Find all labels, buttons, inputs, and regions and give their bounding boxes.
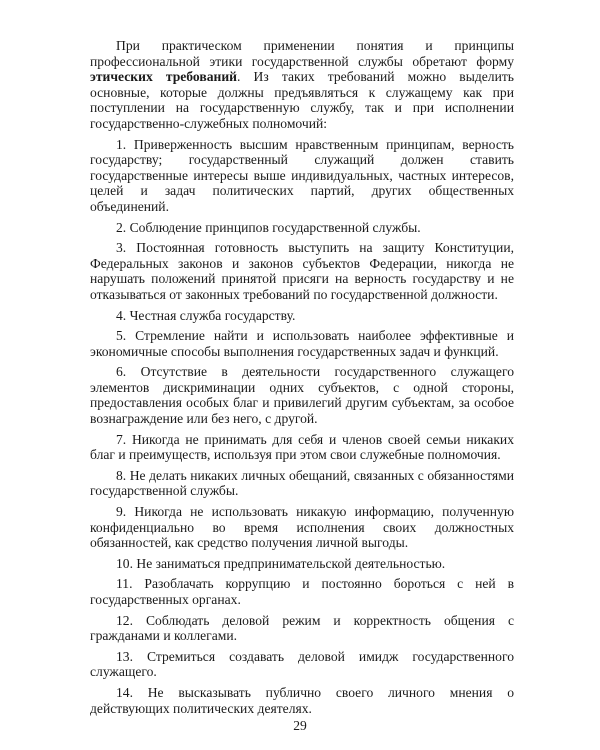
intro-text-start: При практическом применении понятия и принципы профессиональной этики государственной службы обретают форму bbox=[90, 38, 514, 69]
requirement-item-11: 11. Разоблачать коррупцию и постоянно бороться с ней в государственных органах. bbox=[90, 576, 514, 607]
requirement-item-2: 2. Соблюдение принципов государственной службы. bbox=[116, 219, 421, 235]
requirement-item-13: 13. Стремиться создавать деловой имидж государственного служащего. bbox=[90, 648, 514, 680]
requirement-item-5: 5. Стремление найти и использовать наиболее эффективные и экономичные способы выполнения государственных задач и функций. bbox=[90, 328, 514, 359]
requirement-item-6: 6. Отсутствие в деятельности государственного служащего элементов дискриминации одних субъектов, с одной стороны, предоставления особых благ и привилегий другим субъектам, за особое вознаграждение или без него, с другой. bbox=[90, 364, 514, 427]
intro-text-end: . Из таких требований можно выделить основные, которые должны предъявляться к служащему как при поступлении на государственную службу, так и при исполнении государственно-служебных полномочий: bbox=[90, 69, 514, 131]
intro-emphasis: этических требований bbox=[90, 69, 238, 85]
requirement-item-3: 3. Постоянная готовность выступить на защиту Конституции, Федеральных законов и законов субъектов Федерации, никогда не нарушать положений принятой присяги на верность государству и не отказываться от законных требований по государственной должности. bbox=[90, 240, 514, 302]
requirement-item-14: 14. Не высказывать публично своего личного мнения о действующих политических деятелях. bbox=[90, 684, 514, 716]
page-number: 29 bbox=[293, 718, 307, 733]
requirement-item-4: 4. Честная служба государству. bbox=[116, 307, 296, 323]
requirement-item-7: 7. Никогда не принимать для себя и членов своей семьи никаких благ и преимуществ, используя при этом свои служебные полномочия. bbox=[90, 431, 514, 463]
intro-paragraph bbox=[90, 38, 514, 132]
requirement-item-8: 8. Не делать никаких личных обещаний, связанных с обязанностями государственной службы. bbox=[90, 467, 514, 499]
requirement-item-1: 1. Приверженность высшим нравственным принципам, верность государству; государственный служащий должен ставить государственные интересы выше индивидуальных, частных интересов, целей и задач политических партий, других общественных объединений. bbox=[90, 136, 514, 214]
requirement-item-10: 10. Не заниматься предпринимательской деятельностью. bbox=[116, 555, 446, 571]
requirement-item-12: 12. Соблюдать деловой режим и корректность общения с гражданами и коллегами. bbox=[90, 612, 514, 644]
requirement-item-9: 9. Никогда не использовать никакую информацию, полученную конфиденциально во время исполнения своих должностных обязанностей, как средство получения личной выгоды. bbox=[90, 504, 514, 551]
body-text bbox=[90, 38, 514, 721]
